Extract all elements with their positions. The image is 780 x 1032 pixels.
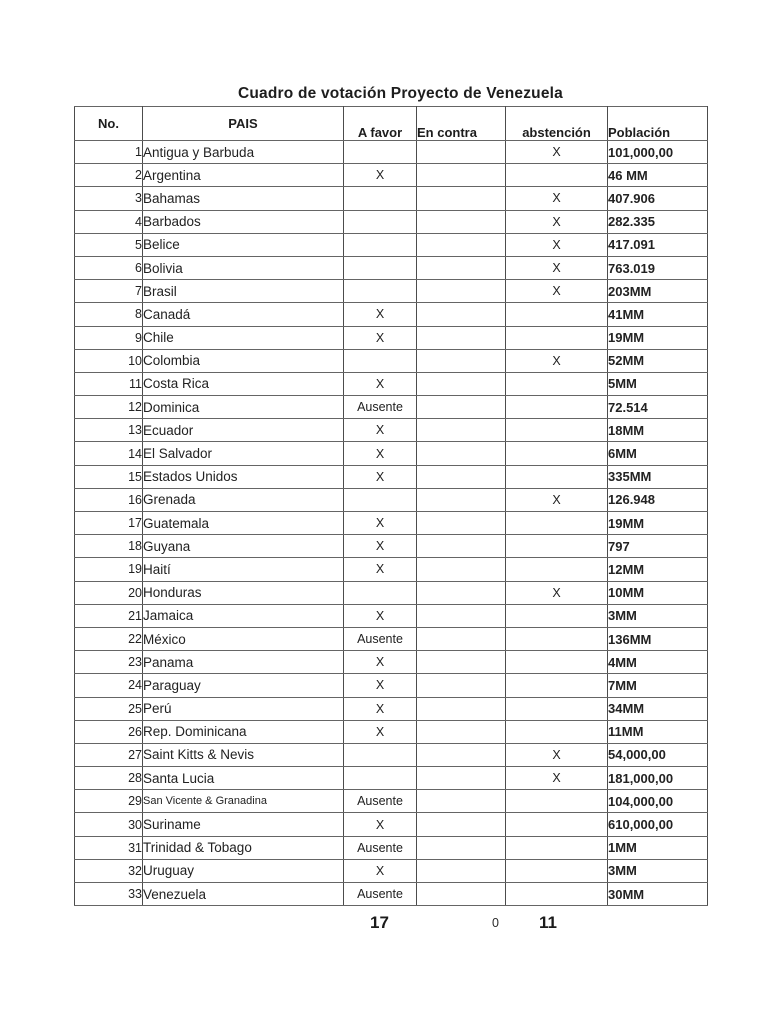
abstencion-cell <box>506 836 608 859</box>
en-contra-cell <box>417 743 506 766</box>
table-row <box>75 396 708 419</box>
abstencion-cell <box>506 651 608 674</box>
table-row <box>75 743 708 766</box>
row-number-cell: 7 <box>75 280 143 303</box>
row-number-cell: 8 <box>75 303 143 326</box>
row-number-cell: 1 <box>75 141 143 164</box>
country-cell: Trinidad & Tobago <box>143 836 344 859</box>
en-contra-cell <box>417 349 506 372</box>
en-contra-cell <box>417 512 506 535</box>
abstencion-cell: X <box>506 743 608 766</box>
total-abstencion: 11 <box>539 913 557 932</box>
a-favor-cell <box>344 767 417 790</box>
poblacion-cell: 136MM <box>608 627 708 650</box>
country-cell: Rep. Dominicana <box>143 720 344 743</box>
table-row <box>75 512 708 535</box>
row-number-cell: 32 <box>75 859 143 882</box>
a-favor-cell <box>344 187 417 210</box>
a-favor-cell: X <box>344 164 417 187</box>
row-number-cell: 28 <box>75 767 143 790</box>
row-number-cell: 18 <box>75 535 143 558</box>
column-header-poblacion: Población <box>608 107 708 141</box>
header-row <box>75 107 708 141</box>
en-contra-cell <box>417 581 506 604</box>
row-number-cell: 25 <box>75 697 143 720</box>
table-row <box>75 627 708 650</box>
poblacion-cell: 10MM <box>608 581 708 604</box>
a-favor-cell <box>344 581 417 604</box>
table-row <box>75 303 708 326</box>
table-row <box>75 280 708 303</box>
table-row <box>75 233 708 256</box>
table-row <box>75 256 708 279</box>
row-number-cell: 29 <box>75 790 143 813</box>
en-contra-cell <box>417 303 506 326</box>
country-cell: México <box>143 627 344 650</box>
en-contra-cell <box>417 859 506 882</box>
country-cell: Jamaica <box>143 604 344 627</box>
row-number-cell: 2 <box>75 164 143 187</box>
poblacion-cell: 54,000,00 <box>608 743 708 766</box>
poblacion-cell: 6MM <box>608 442 708 465</box>
abstencion-cell <box>506 164 608 187</box>
voting-table <box>74 106 708 906</box>
a-favor-cell: Ausente <box>344 836 417 859</box>
abstencion-cell: X <box>506 581 608 604</box>
abstencion-cell <box>506 442 608 465</box>
poblacion-cell: 610,000,00 <box>608 813 708 836</box>
table-row <box>75 349 708 372</box>
country-cell: Santa Lucia <box>143 767 344 790</box>
abstencion-cell: X <box>506 141 608 164</box>
a-favor-cell: X <box>344 720 417 743</box>
country-cell: Bahamas <box>143 187 344 210</box>
poblacion-cell: 3MM <box>608 604 708 627</box>
row-number-cell: 6 <box>75 256 143 279</box>
country-cell: Estados Unidos <box>143 465 344 488</box>
poblacion-cell: 407.906 <box>608 187 708 210</box>
table-row <box>75 164 708 187</box>
en-contra-cell <box>417 164 506 187</box>
abstencion-cell <box>506 883 608 906</box>
row-number-cell: 23 <box>75 651 143 674</box>
a-favor-cell: X <box>344 419 417 442</box>
poblacion-cell: 763.019 <box>608 256 708 279</box>
column-header-abstencion: abstención <box>506 107 608 141</box>
table-row <box>75 883 708 906</box>
a-favor-cell <box>344 743 417 766</box>
a-favor-cell: Ausente <box>344 790 417 813</box>
abstencion-cell: X <box>506 210 608 233</box>
country-cell: Haití <box>143 558 344 581</box>
table-row <box>75 651 708 674</box>
poblacion-cell: 282.335 <box>608 210 708 233</box>
row-number-cell: 24 <box>75 674 143 697</box>
a-favor-cell: X <box>344 859 417 882</box>
table-row <box>75 697 708 720</box>
poblacion-cell: 12MM <box>608 558 708 581</box>
country-cell: Suriname <box>143 813 344 836</box>
country-cell: Antigua y Barbuda <box>143 141 344 164</box>
country-cell: Saint Kitts & Nevis <box>143 743 344 766</box>
poblacion-cell: 104,000,00 <box>608 790 708 813</box>
abstencion-cell: X <box>506 256 608 279</box>
a-favor-cell: X <box>344 535 417 558</box>
abstencion-cell <box>506 859 608 882</box>
a-favor-cell <box>344 280 417 303</box>
en-contra-cell <box>417 697 506 720</box>
table-row <box>75 859 708 882</box>
a-favor-cell <box>344 141 417 164</box>
row-number-cell: 11 <box>75 372 143 395</box>
total-en-contra: 0 <box>492 916 499 930</box>
country-cell: Barbados <box>143 210 344 233</box>
en-contra-cell <box>417 627 506 650</box>
row-number-cell: 13 <box>75 419 143 442</box>
poblacion-cell: 19MM <box>608 512 708 535</box>
country-cell: Guatemala <box>143 512 344 535</box>
poblacion-cell: 46 MM <box>608 164 708 187</box>
poblacion-cell: 52MM <box>608 349 708 372</box>
a-favor-cell: X <box>344 651 417 674</box>
en-contra-cell <box>417 280 506 303</box>
en-contra-cell <box>417 442 506 465</box>
row-number-cell: 9 <box>75 326 143 349</box>
table-row <box>75 465 708 488</box>
en-contra-cell <box>417 883 506 906</box>
poblacion-cell: 126.948 <box>608 488 708 511</box>
a-favor-cell: X <box>344 442 417 465</box>
country-cell: Dominica <box>143 396 344 419</box>
country-cell: Perú <box>143 697 344 720</box>
abstencion-cell <box>506 674 608 697</box>
en-contra-cell <box>417 488 506 511</box>
a-favor-cell: X <box>344 604 417 627</box>
row-number-cell: 31 <box>75 836 143 859</box>
country-cell: San Vicente & Granadina <box>143 790 344 813</box>
row-number-cell: 3 <box>75 187 143 210</box>
row-number-cell: 10 <box>75 349 143 372</box>
poblacion-cell: 11MM <box>608 720 708 743</box>
a-favor-cell <box>344 488 417 511</box>
country-cell: Argentina <box>143 164 344 187</box>
en-contra-cell <box>417 419 506 442</box>
table-row <box>75 604 708 627</box>
en-contra-cell <box>417 372 506 395</box>
country-cell: Chile <box>143 326 344 349</box>
column-header-a-favor: A favor <box>344 107 417 141</box>
a-favor-cell: X <box>344 558 417 581</box>
country-cell: El Salvador <box>143 442 344 465</box>
country-cell: Colombia <box>143 349 344 372</box>
a-favor-cell <box>344 349 417 372</box>
table-row <box>75 581 708 604</box>
abstencion-cell <box>506 558 608 581</box>
en-contra-cell <box>417 604 506 627</box>
en-contra-cell <box>417 233 506 256</box>
a-favor-cell: X <box>344 303 417 326</box>
country-cell: Canadá <box>143 303 344 326</box>
poblacion-cell: 4MM <box>608 651 708 674</box>
en-contra-cell <box>417 836 506 859</box>
abstencion-cell <box>506 604 608 627</box>
abstencion-cell: X <box>506 233 608 256</box>
row-number-cell: 27 <box>75 743 143 766</box>
abstencion-cell <box>506 396 608 419</box>
a-favor-cell: X <box>344 465 417 488</box>
en-contra-cell <box>417 141 506 164</box>
abstencion-cell: X <box>506 767 608 790</box>
en-contra-cell <box>417 720 506 743</box>
table-row <box>75 442 708 465</box>
abstencion-cell <box>506 326 608 349</box>
row-number-cell: 4 <box>75 210 143 233</box>
poblacion-cell: 30MM <box>608 883 708 906</box>
row-number-cell: 14 <box>75 442 143 465</box>
row-number-cell: 17 <box>75 512 143 535</box>
poblacion-cell: 3MM <box>608 859 708 882</box>
row-number-cell: 19 <box>75 558 143 581</box>
country-cell: Venezuela <box>143 883 344 906</box>
row-number-cell: 22 <box>75 627 143 650</box>
poblacion-cell: 417.091 <box>608 233 708 256</box>
abstencion-cell <box>506 419 608 442</box>
country-cell: Honduras <box>143 581 344 604</box>
country-cell: Grenada <box>143 488 344 511</box>
table-row <box>75 210 708 233</box>
page-title: Cuadro de votación Proyecto de Venezuela <box>238 85 563 102</box>
en-contra-cell <box>417 813 506 836</box>
row-number-cell: 5 <box>75 233 143 256</box>
en-contra-cell <box>417 210 506 233</box>
abstencion-cell: X <box>506 349 608 372</box>
table-row <box>75 187 708 210</box>
table-row <box>75 326 708 349</box>
poblacion-cell: 335MM <box>608 465 708 488</box>
en-contra-cell <box>417 790 506 813</box>
en-contra-cell <box>417 767 506 790</box>
abstencion-cell: X <box>506 280 608 303</box>
poblacion-cell: 34MM <box>608 697 708 720</box>
table-row <box>75 419 708 442</box>
table-row <box>75 720 708 743</box>
row-number-cell: 12 <box>75 396 143 419</box>
abstencion-cell <box>506 697 608 720</box>
country-cell: Guyana <box>143 535 344 558</box>
abstencion-cell <box>506 303 608 326</box>
country-cell: Paraguay <box>143 674 344 697</box>
row-number-cell: 26 <box>75 720 143 743</box>
table-row <box>75 488 708 511</box>
row-number-cell: 21 <box>75 604 143 627</box>
abstencion-cell: X <box>506 488 608 511</box>
poblacion-cell: 5MM <box>608 372 708 395</box>
en-contra-cell <box>417 674 506 697</box>
a-favor-cell: X <box>344 512 417 535</box>
row-number-cell: 20 <box>75 581 143 604</box>
table-row <box>75 813 708 836</box>
en-contra-cell <box>417 256 506 279</box>
country-cell: Ecuador <box>143 419 344 442</box>
table-row <box>75 535 708 558</box>
a-favor-cell: Ausente <box>344 396 417 419</box>
poblacion-cell: 7MM <box>608 674 708 697</box>
a-favor-cell: Ausente <box>344 883 417 906</box>
table-row <box>75 790 708 813</box>
poblacion-cell: 181,000,00 <box>608 767 708 790</box>
poblacion-cell: 18MM <box>608 419 708 442</box>
table-row <box>75 767 708 790</box>
en-contra-cell <box>417 396 506 419</box>
abstencion-cell: X <box>506 187 608 210</box>
a-favor-cell <box>344 233 417 256</box>
a-favor-cell: Ausente <box>344 627 417 650</box>
a-favor-cell: X <box>344 674 417 697</box>
abstencion-cell <box>506 512 608 535</box>
table-row <box>75 836 708 859</box>
abstencion-cell <box>506 790 608 813</box>
poblacion-cell: 797 <box>608 535 708 558</box>
table-row <box>75 372 708 395</box>
en-contra-cell <box>417 535 506 558</box>
country-cell: Uruguay <box>143 859 344 882</box>
en-contra-cell <box>417 465 506 488</box>
abstencion-cell <box>506 372 608 395</box>
country-cell: Bolivia <box>143 256 344 279</box>
column-header-no: No. <box>75 107 143 141</box>
en-contra-cell <box>417 558 506 581</box>
abstencion-cell <box>506 813 608 836</box>
a-favor-cell: X <box>344 697 417 720</box>
column-header-en-contra: En contra <box>417 107 506 141</box>
column-header-pais: PAIS <box>143 107 344 141</box>
poblacion-cell: 1MM <box>608 836 708 859</box>
total-a-favor: 17 <box>370 913 389 932</box>
poblacion-cell: 101,000,00 <box>608 141 708 164</box>
poblacion-cell: 203MM <box>608 280 708 303</box>
abstencion-cell <box>506 720 608 743</box>
a-favor-cell <box>344 210 417 233</box>
table-header <box>75 107 708 141</box>
a-favor-cell: X <box>344 326 417 349</box>
row-number-cell: 33 <box>75 883 143 906</box>
table-body <box>75 141 708 906</box>
en-contra-cell <box>417 326 506 349</box>
poblacion-cell: 19MM <box>608 326 708 349</box>
poblacion-cell: 41MM <box>608 303 708 326</box>
country-cell: Brasil <box>143 280 344 303</box>
en-contra-cell <box>417 187 506 210</box>
a-favor-cell: X <box>344 372 417 395</box>
abstencion-cell <box>506 627 608 650</box>
country-cell: Belice <box>143 233 344 256</box>
abstencion-cell <box>506 465 608 488</box>
table-row <box>75 141 708 164</box>
a-favor-cell <box>344 256 417 279</box>
poblacion-cell: 72.514 <box>608 396 708 419</box>
row-number-cell: 30 <box>75 813 143 836</box>
row-number-cell: 15 <box>75 465 143 488</box>
abstencion-cell <box>506 535 608 558</box>
table-row <box>75 674 708 697</box>
table-row <box>75 558 708 581</box>
row-number-cell: 16 <box>75 488 143 511</box>
en-contra-cell <box>417 651 506 674</box>
country-cell: Panama <box>143 651 344 674</box>
country-cell: Costa Rica <box>143 372 344 395</box>
totals-row <box>74 907 707 939</box>
a-favor-cell: X <box>344 813 417 836</box>
